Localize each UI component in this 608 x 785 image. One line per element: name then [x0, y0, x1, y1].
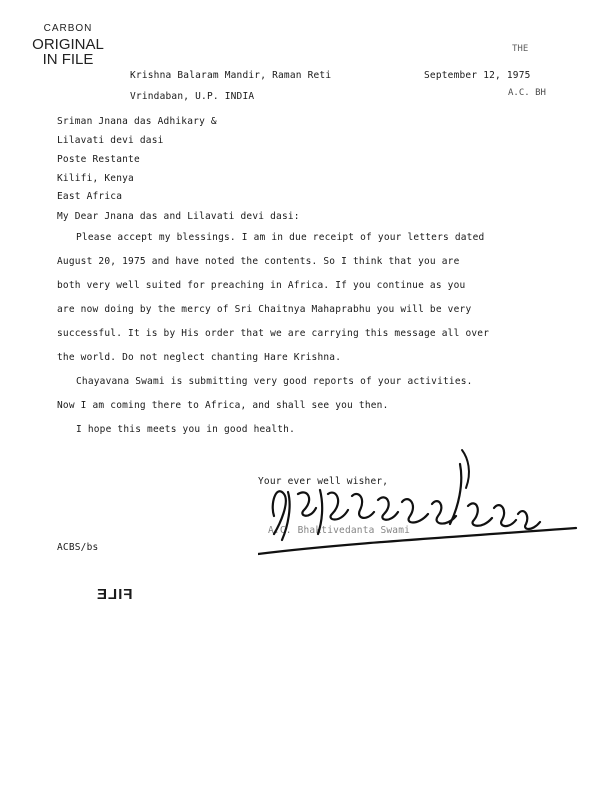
reference-mark — [508, 44, 560, 102]
recipient-line4: Kilifi, Kenya — [57, 173, 134, 184]
body-p1-line2: August 20, 1975 and have noted the contents. So I think that you are — [57, 256, 460, 267]
signature-underline — [258, 514, 578, 564]
body-p1-line3: both very well suited for preaching in Africa. If you continue as you — [57, 280, 466, 291]
reference-mark-bottom: A.C. BH — [508, 88, 546, 98]
letter-date: September 12, 1975 — [424, 70, 531, 81]
body-p1-line5: successful. It is by His order that we are carrying this message all over — [57, 328, 490, 339]
body-p1-line1: Please accept my blessings. I am in due receipt of your letters dated — [76, 232, 485, 243]
salutation: My Dear Jnana das and Lilavati devi dasi: — [57, 211, 300, 222]
body-p2-line2: Now I am coming there to Africa, and shall see you then. — [57, 400, 389, 411]
stamp-carbon: CARBON — [43, 23, 93, 34]
reference-mark-top: THE — [512, 44, 529, 54]
typist-initials: ACBS/bs — [57, 542, 99, 553]
file-mark-stamp: FILE — [96, 586, 133, 603]
recipient-line1: Sriman Jnana das Adhikary & — [57, 116, 217, 127]
sender-address-line1: Krishna Balaram Mandir, Raman Reti — [130, 70, 332, 81]
recipient-line2: Lilavati devi dasi — [57, 135, 164, 146]
stamp-original: ORIGINAL — [32, 35, 104, 53]
stamp-in-file: IN FILE — [42, 51, 94, 69]
recipient-line3: Poste Restante — [57, 154, 140, 165]
sender-address-line2: Vrindaban, U.P. INDIA — [130, 91, 255, 102]
valediction: Your ever well wisher, — [258, 476, 389, 487]
body-p3-line1: I hope this meets you in good health. — [76, 424, 296, 435]
carbon-original-stamp — [28, 24, 108, 68]
typed-signatory-name: A.C. Bhaktivedanta Swami — [268, 525, 411, 536]
recipient-line5: East Africa — [57, 191, 123, 202]
body-p2-line1: Chayavana Swami is submitting very good reports of your activities. — [76, 376, 473, 387]
body-p1-line6: the world. Do not neglect chanting Hare Krishna. — [57, 352, 342, 363]
body-p1-line4: are now doing by the mercy of Sri Chaitnya Mahaprabhu you will be very — [57, 304, 472, 315]
